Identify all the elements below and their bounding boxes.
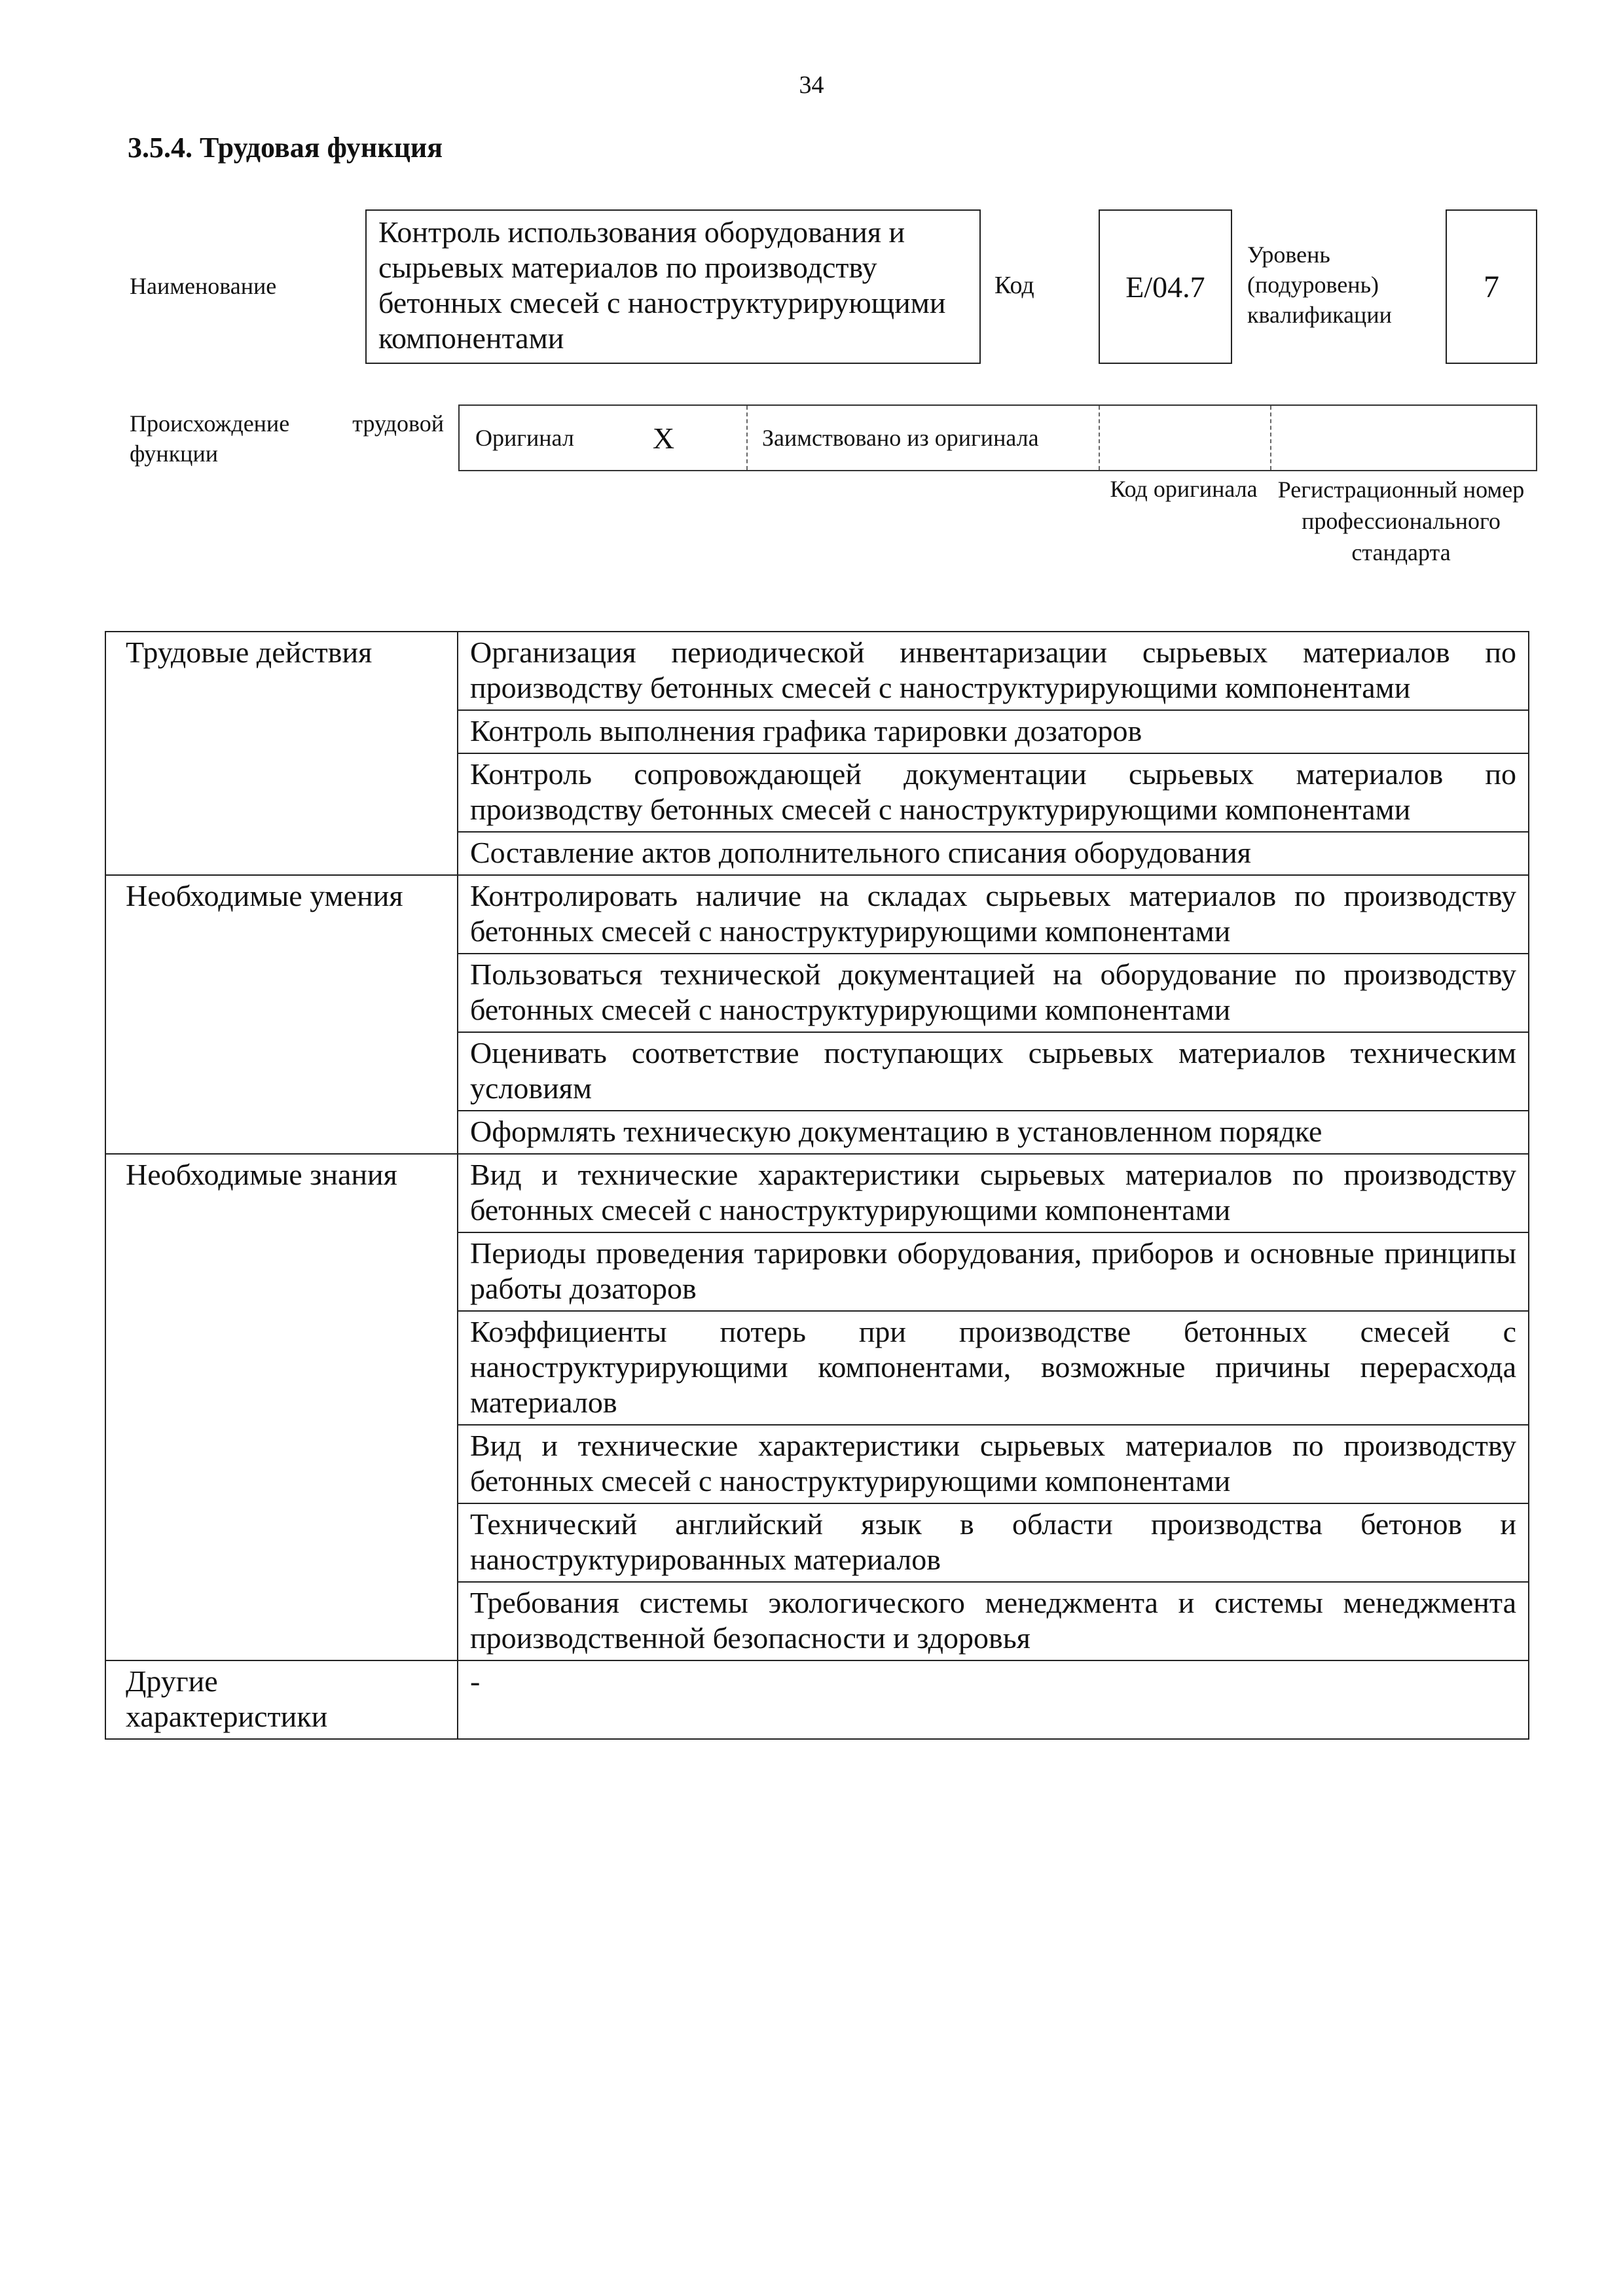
origin-borrowed-cell: Заимствовано из оригинала [748, 406, 1100, 470]
other-characteristics-label: Другие характеристики [105, 1660, 458, 1739]
skills-label: Необходимые умения [105, 875, 458, 1154]
skill-item: Контролировать наличие на складах сырьевых материалов по производству бетонных смесей с наноструктурирующими компонентами [458, 875, 1529, 954]
skill-item: Оценивать соответствие поступающих сырьевых материалов техническим условиям [458, 1032, 1529, 1111]
origin-code-cell [1100, 406, 1271, 470]
knowledge-item: Технический английский язык в области производства бетонов и наноструктурированных материалов [458, 1503, 1529, 1582]
qualification-level-box: 7 [1446, 209, 1537, 364]
labor-actions-label: Трудовые действия [105, 632, 458, 875]
page-number: 34 [799, 71, 824, 99]
labor-action-item: Составление актов дополнительного списания оборудования [458, 832, 1529, 875]
registration-number-caption: Регистрационный номер профессионального стандарта [1277, 476, 1525, 565]
knowledge-label: Необходимые знания [105, 1154, 458, 1660]
origin-original-label: Оригинал [475, 425, 574, 451]
skill-item: Пользоваться технической документацией на оборудование по производству бетонных смесей с наноструктурирующими компонентами [458, 954, 1529, 1032]
other-characteristics-value: - [458, 1660, 1529, 1739]
labor-action-item: Организация периодической инвентаризации сырьевых материалов по производству бетонных смесей с наноструктурирующими компонентами [458, 632, 1529, 710]
origin-label: Происхождение трудовой функции [130, 410, 444, 467]
qualification-level-label: Уровень (подуровень) квалификации [1247, 242, 1392, 328]
function-details-table [105, 631, 1529, 1740]
knowledge-item: Периоды проведения тарировки оборудования, приборов и основные принципы работы дозаторов [458, 1232, 1529, 1311]
origin-reg-cell [1271, 406, 1536, 470]
function-name-box: Контроль использования оборудования и сырьевых материалов по производству бетонных смесей с наноструктурирующими компонентами [365, 209, 981, 364]
knowledge-item: Коэффициенты потерь при производстве бетонных смесей с наноструктурирующими компонентами, возможные причины перерасхода материалов [458, 1311, 1529, 1425]
knowledge-item: Вид и технические характеристики сырьевых материалов по производству бетонных смесей с наноструктурирующими компонентами [458, 1154, 1529, 1232]
name-label: Наименование [130, 273, 277, 299]
origin-row [458, 404, 1537, 471]
table-row [105, 1154, 1529, 1232]
function-code-box: E/04.7 [1099, 209, 1232, 364]
table-row [105, 632, 1529, 710]
origin-original-cell [460, 406, 748, 470]
knowledge-item: Вид и технические характеристики сырьевых материалов по производству бетонных смесей с наноструктурирующими компонентами [458, 1425, 1529, 1503]
table-row [105, 1660, 1529, 1739]
origin-original-mark: X [652, 421, 675, 455]
original-code-caption: Код оригинала [1110, 476, 1258, 502]
code-label: Код [994, 272, 1034, 299]
skill-item: Оформлять техническую документацию в установленном порядке [458, 1111, 1529, 1154]
section-title: 3.5.4. Трудовая функция [128, 132, 443, 164]
knowledge-item: Требования системы экологического менеджмента и системы менеджмента производственной безопасности и здоровья [458, 1582, 1529, 1660]
labor-action-item: Контроль сопровождающей документации сырьевых материалов по производству бетонных смесей с наноструктурирующими компонентами [458, 753, 1529, 832]
labor-action-item: Контроль выполнения графика тарировки дозаторов [458, 710, 1529, 753]
table-row [105, 875, 1529, 954]
